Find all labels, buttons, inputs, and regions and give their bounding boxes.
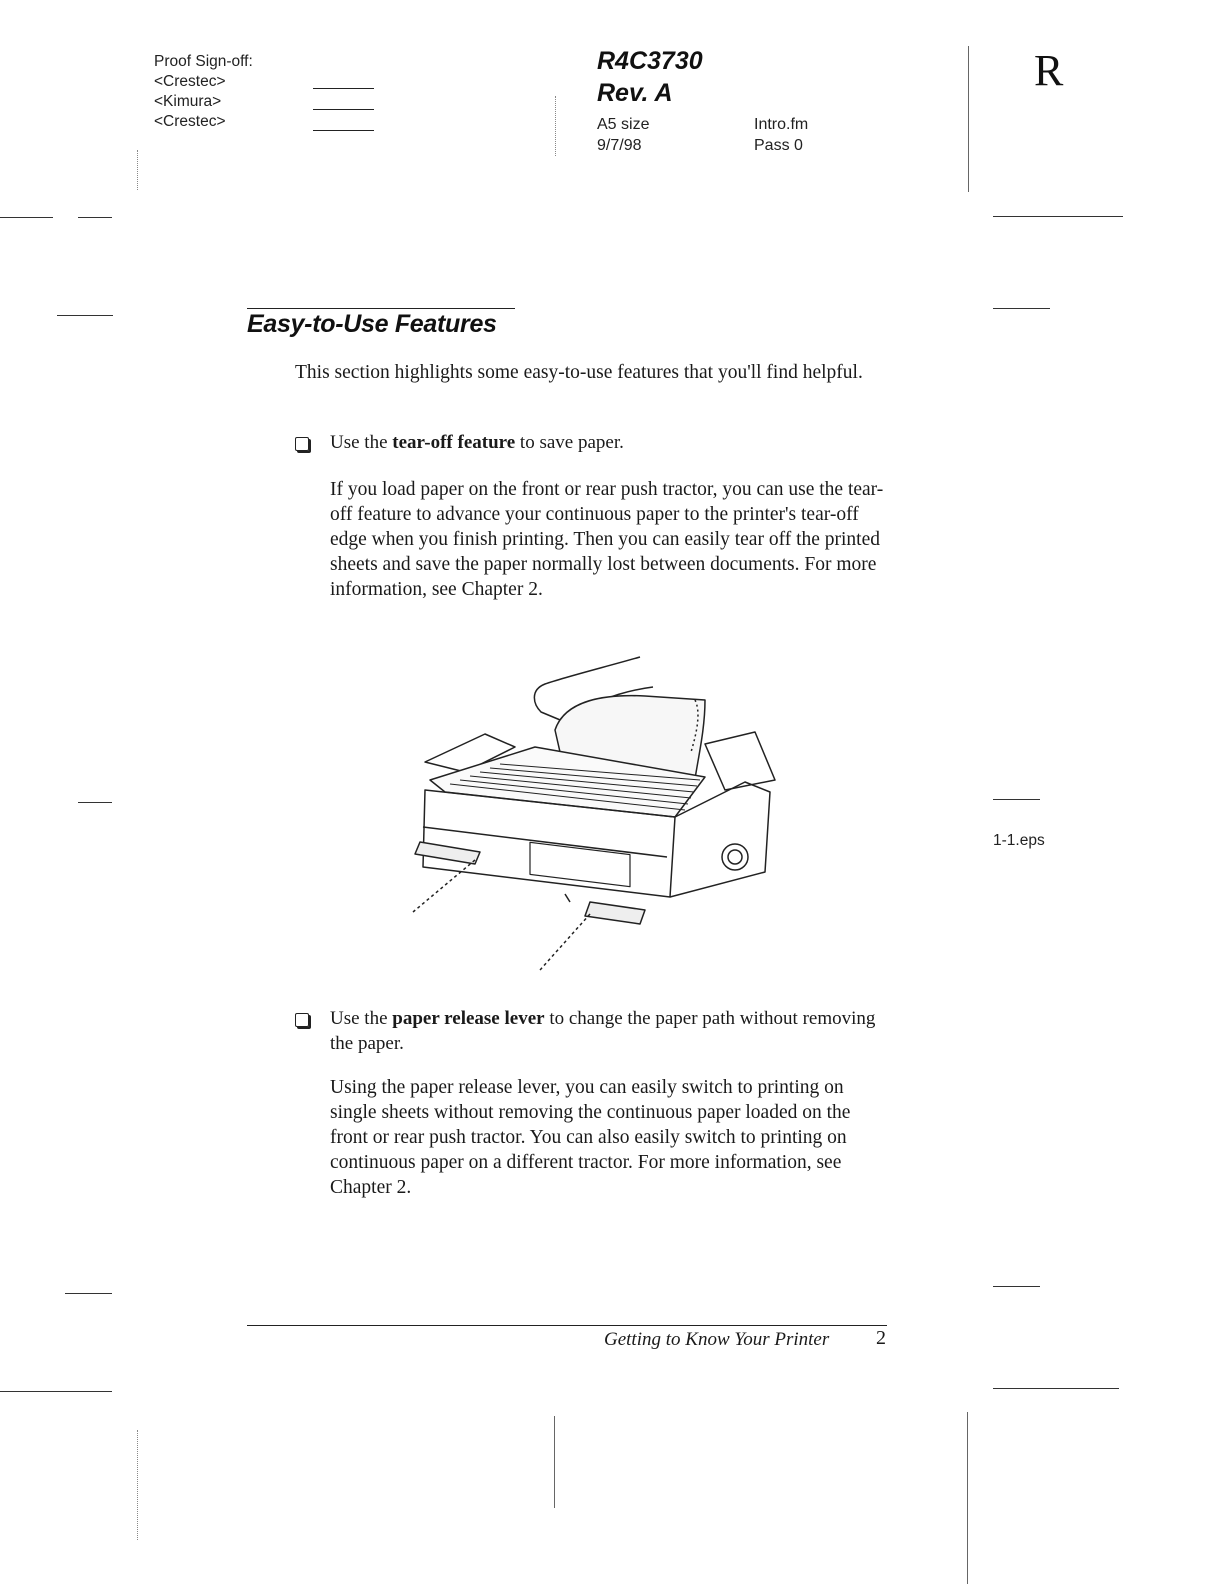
document-id: R4C3730 — [597, 47, 703, 75]
crop-mark — [993, 216, 1123, 217]
tear-off-description: If you load paper on the front or rear push tractor, you can use the tear-off feature to advance your continuous paper to the printer's tear-off edge when you finish printing. Then you can easily tear off the printed sheets and save the paper normally lost between documents. For more information, see Chapter 2. — [330, 479, 884, 600]
bullet-prefix: Use the — [330, 1008, 393, 1029]
proof-signoff — [154, 52, 253, 132]
crop-mark — [78, 802, 112, 803]
side-mark: R — [1034, 46, 1064, 95]
signoff-line-3 — [313, 130, 374, 131]
crop-mark — [993, 1286, 1040, 1287]
footer-rule — [247, 1325, 887, 1326]
signer-1: <Crestec> — [154, 73, 226, 90]
bullet-suffix: to change the paper path without removing the paper. — [330, 1008, 876, 1054]
bullet-feature-name: paper release lever — [392, 1008, 545, 1029]
checkbox-bullet-icon — [295, 437, 309, 451]
proof-signoff-label: Proof Sign-off: — [154, 53, 253, 70]
bullet-feature-name: tear-off feature — [392, 432, 516, 453]
bullet-item-tear-off — [330, 430, 890, 455]
crop-mark — [78, 217, 112, 218]
document-date: 9/7/98 — [597, 137, 642, 154]
crop-mark — [967, 1412, 968, 1584]
page-number: 2 — [876, 1327, 886, 1349]
crop-mark — [137, 1430, 138, 1540]
signoff-line-1 — [313, 88, 374, 89]
signoff-line-2 — [313, 109, 374, 110]
crop-mark — [993, 1388, 1119, 1389]
crop-mark — [993, 799, 1040, 800]
signer-3: <Crestec> — [154, 113, 226, 130]
heading-rule — [247, 308, 515, 309]
document-revision: Rev. A — [597, 79, 673, 107]
bullet-prefix: Use the — [330, 432, 393, 453]
bullet-item-paper-release — [330, 1006, 890, 1056]
checkbox-bullet-icon — [295, 1013, 309, 1027]
printer-illustration — [405, 652, 785, 972]
paper-release-description: Using the paper release lever, you can easily switch to printing on single sheets without removing the continuous paper loaded on the front or rear push tractor. You can also easily switch to printing on continuous paper on a different tractor. For more information, see Chapter 2. — [330, 1077, 851, 1198]
crop-mark — [555, 96, 556, 156]
file-name: Intro.fm — [754, 116, 809, 133]
crop-mark — [0, 1391, 112, 1392]
crop-mark — [0, 217, 53, 218]
crop-mark — [137, 150, 138, 190]
figure-label: 1-1.eps — [993, 832, 1045, 849]
running-footer-title: Getting to Know Your Printer — [604, 1329, 830, 1350]
crop-mark — [968, 46, 969, 192]
crop-mark — [57, 315, 113, 316]
section-intro: This section highlights some easy-to-use features that you'll find helpful. — [295, 362, 863, 383]
pass-number: Pass 0 — [754, 137, 803, 154]
crop-mark — [65, 1293, 112, 1294]
bullet-suffix: to save paper. — [515, 432, 624, 453]
crop-mark — [993, 308, 1050, 309]
section-title: Easy-to-Use Features — [247, 310, 497, 338]
crop-mark — [554, 1416, 555, 1508]
page-size: A5 size — [597, 116, 650, 133]
signer-2: <Kimura> — [154, 93, 222, 110]
